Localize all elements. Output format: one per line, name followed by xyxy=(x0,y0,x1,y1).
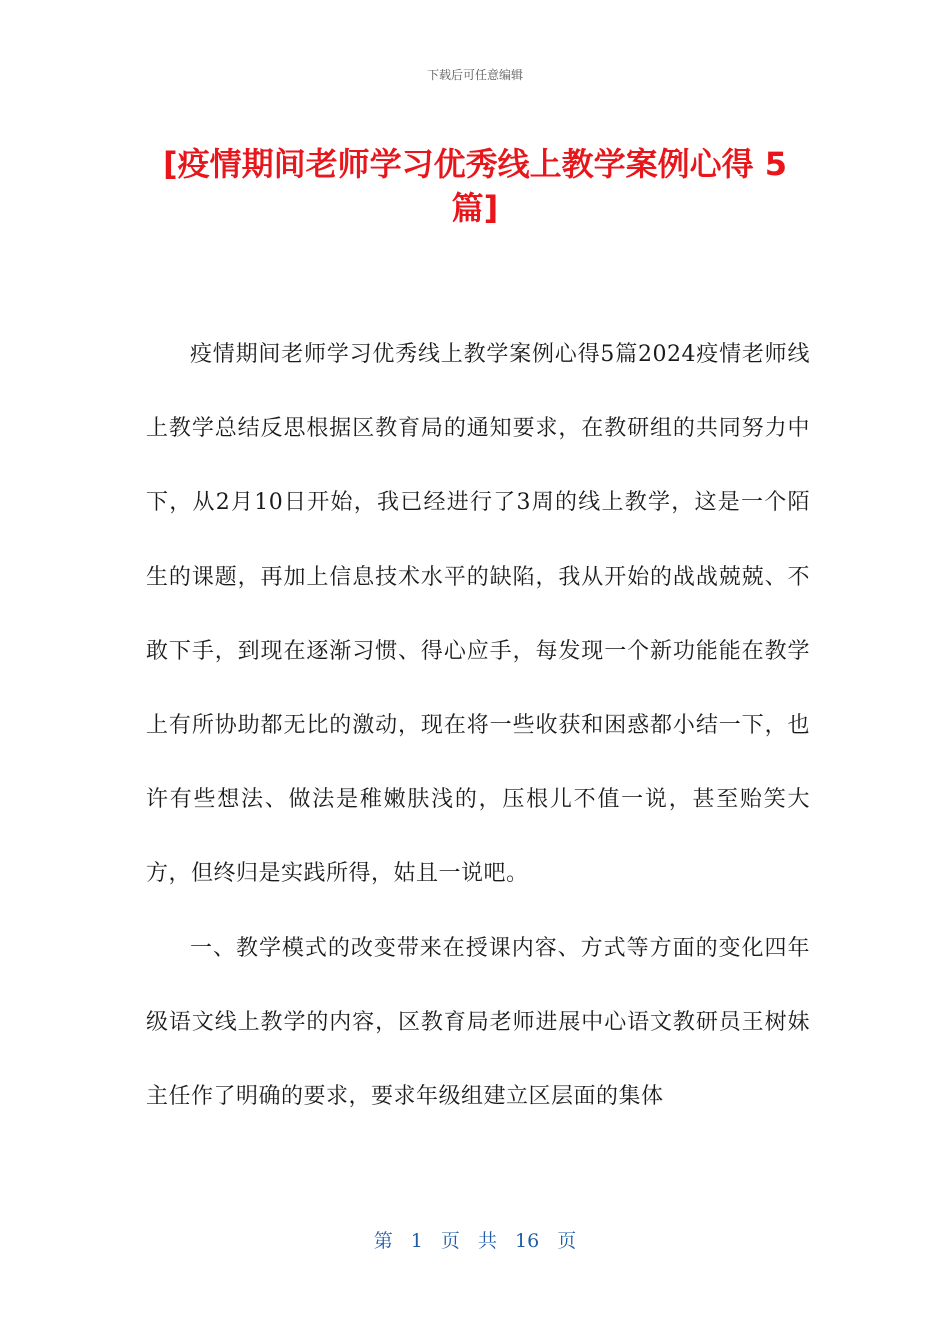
page-footer xyxy=(0,1226,950,1253)
paragraph-intro: 疫情期间老师学习优秀线上教学案例心得5篇2024疫情老师线上教学总结反思根据区教育局的通知要求，在教研组的共同努力中下，从2月10日开始，我已经进行了3周的线上教学，这是一个陌生的课题，再加上信息技术水平的缺陷，我从开始的战战兢兢、不敢下手，到现在逐渐习惯、得心应手，每发现一个新功能能在教学上有所协助都无比的激动，现在将一些收获和困惑都小结一下，也许有些想法、做法是稚嫩肤浅的，压根儿不值一说，甚至贻笑大方，但终归是实践所得，姑且一说吧。 xyxy=(146,342,810,887)
footer-current-page: 1 xyxy=(410,1230,423,1252)
footer-total-pages: 16 xyxy=(515,1230,540,1252)
footer-suffix: 页 xyxy=(557,1230,577,1252)
footer-prefix: 第 xyxy=(373,1230,393,1252)
document-title: [疫情期间老师学习优秀线上教学案例心得 5 篇] xyxy=(162,145,788,227)
paragraph-section-one: 一、教学模式的改变带来在授课内容、方式等方面的变化四年级语文线上教学的内容，区教育局老师进展中心语文教研员王树妹主任作了明确的要求，要求年级组建立区层面的集体 xyxy=(146,935,810,1110)
footer-middle: 页 共 xyxy=(440,1230,497,1252)
document-body xyxy=(146,318,810,1134)
header-note: 下载后可任意编辑 xyxy=(426,68,523,82)
